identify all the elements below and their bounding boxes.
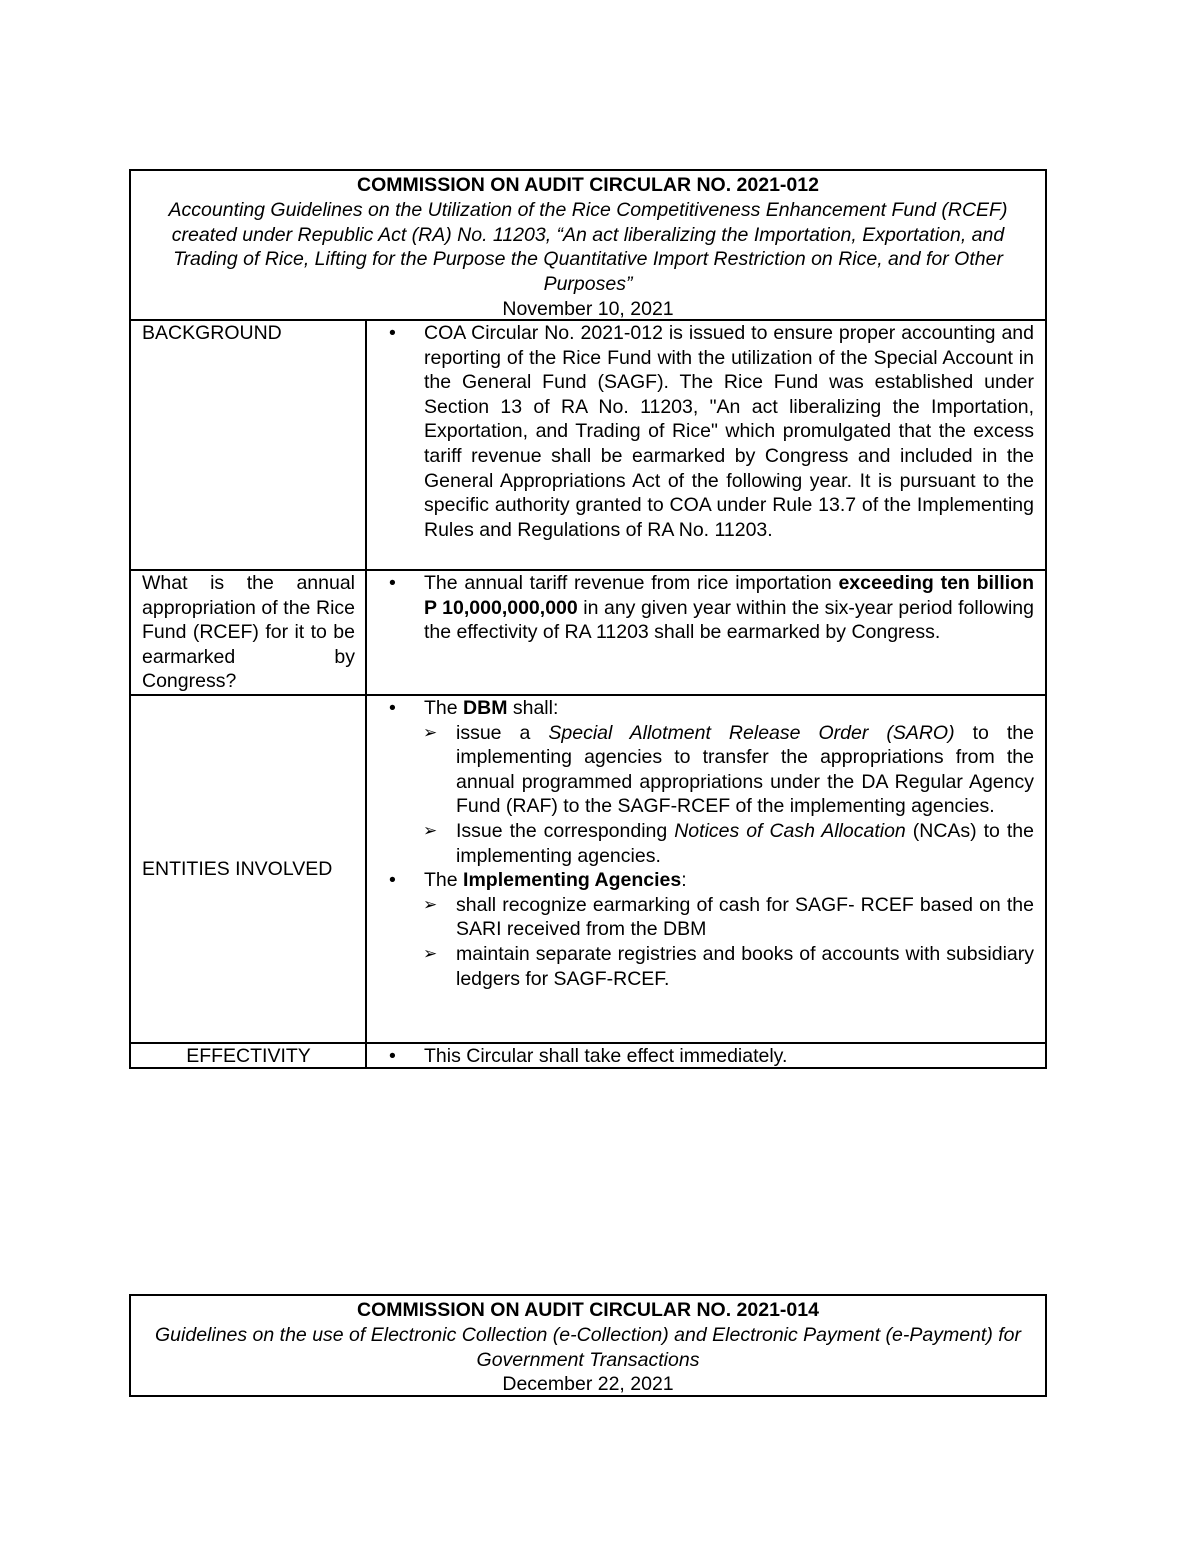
circular-date: November 10, 2021 bbox=[502, 297, 674, 320]
effectivity-row bbox=[131, 1042, 1045, 1069]
circular-header bbox=[131, 1296, 1045, 1397]
circular-header bbox=[131, 171, 1045, 319]
circular-title: COMMISSION ON AUDIT CIRCULAR NO. 2021-012 bbox=[357, 174, 819, 196]
circular-title: COMMISSION ON AUDIT CIRCULAR NO. 2021-014 bbox=[357, 1299, 819, 1321]
effectivity-label: EFFECTIVITY bbox=[131, 1044, 367, 1069]
circular-2021-012-table bbox=[129, 169, 1047, 1069]
background-text: • COA Circular No. 2021-012 is issued to ensure proper accounting and reporting of the Rice Fund with the utilization of the Special Account in the General Fund (SAGF). The Rice Fund was established under Section 13 of RA No. 11203, "An act liberalizing the Importation, Exportation, and Trading of Rice" which promulgated that the excess tariff revenue shall be earmarked by Congress and included in the General Appropriations Act of the following year. It is pursuant to the specific authority granted to COA under Rule 13.7 of the Implementing Rules and Regulations of RA No. 11203. bbox=[367, 321, 1034, 542]
effectivity-text: • This Circular shall take effect immediately. bbox=[367, 1044, 1034, 1069]
implementing-agencies-heading: • The Implementing Agencies: bbox=[367, 868, 1034, 893]
appropriation-text: • The annual tariff revenue from rice importation exceeding ten billion P 10,000,000,000 in any given year within the six-year period following the effectivity of RA 11203 shall be earmarked by Congress. bbox=[367, 571, 1034, 645]
dbm-heading: • The DBM shall: bbox=[367, 696, 1034, 721]
circular-date: December 22, 2021 bbox=[502, 1373, 674, 1396]
background-label: BACKGROUND bbox=[131, 321, 367, 569]
circular-subtitle: Accounting Guidelines on the Utilization of the Rice Competitiveness Enhancement Fund (RCEF) created under Republic Act (RA) No. 11203, “An act liberalizing the Importation, Exportation, and Trading of Rice, Lifting for the Purpose the Quantitative Import Restriction on Rice, and for Other Purposes” bbox=[168, 198, 1008, 296]
appropriation-label: What is the annual appropriation of the Rice Fund (RCEF) for it to be earmarked by Congress? bbox=[131, 571, 367, 694]
dbm-item-saro: ➢ issue a Special Allotment Release Order (SARO) to the implementing agencies to transfer the appropriations from the annual programmed appropriations under the DA Regular Agency Fund (RAF) to the SAGF-RCEF of the implementing agencies. bbox=[367, 721, 1034, 819]
appropriation-row bbox=[131, 569, 1045, 694]
dbm-item-nca: ➢ Issue the corresponding Notices of Cash Allocation (NCAs) to the implementing agencies. bbox=[367, 819, 1034, 868]
entities-row bbox=[131, 694, 1045, 1042]
background-row bbox=[131, 319, 1045, 569]
circular-subtitle: Guidelines on the use of Electronic Collection (e-Collection) and Electronic Payment (e-Payment) for Government Transactions bbox=[155, 1323, 1021, 1371]
circular-2021-014-table bbox=[129, 1294, 1047, 1397]
entities-label: ENTITIES INVOLVED bbox=[131, 696, 367, 1042]
ia-item-earmarking: ➢ shall recognize earmarking of cash for SAGF- RCEF based on the SARI received from the DBM bbox=[367, 893, 1034, 942]
ia-item-registries: ➢ maintain separate registries and books of accounts with subsidiary ledgers for SAGF-RCEF. bbox=[367, 942, 1034, 991]
